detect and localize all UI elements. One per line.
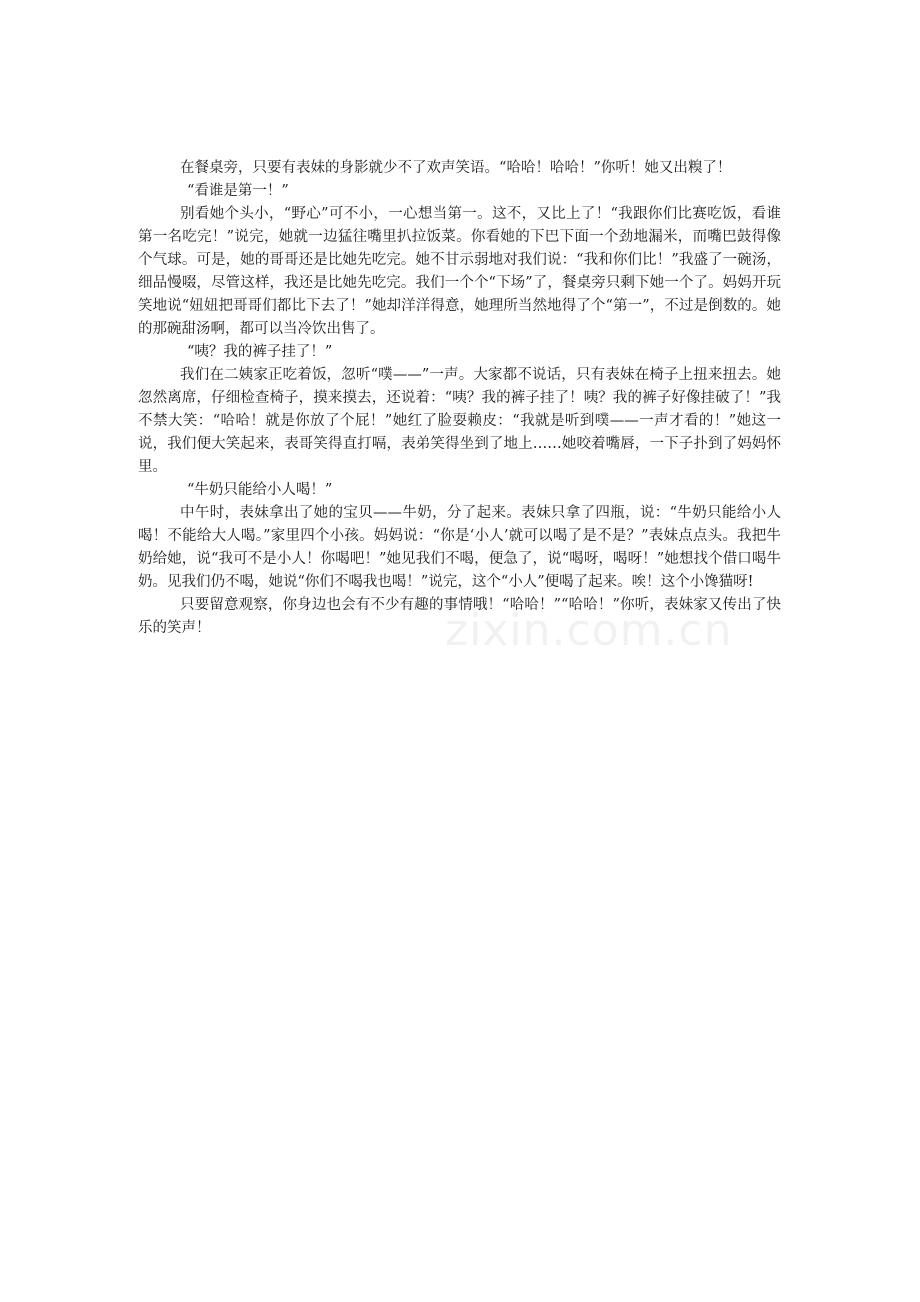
first-story-paragraph: 别看她个头小，“野心”可不小，一心想当第一。这不，又比上了！“我跟你们比赛吃饭，看谁第一名吃完！”说完，她就一边猛往嘴里扒拉饭菜。你看她的下巴下面一个劲地漏米，而嘴巴鼓得像个气球。可是，她的哥哥还是比她先吃完。她不甘示弱地对我们说：“我和你们比！”我盛了一碗汤，细品慢啜，尽管这样，我还是比她先吃完。我们一个个“下场”了，餐桌旁只剩下她一个了。妈妈开玩笑地说“妞妞把哥哥们都比下去了！”她却洋洋得意，她理所当然地得了个“第一”，不过是倒数的。她的那碗甜汤啊，都可以当冷饮出售了。 bbox=[138, 206, 781, 337]
section-heading-pants: “咦？我的裤子挂了！” bbox=[187, 344, 333, 360]
closing-paragraph: 只要留意观察，你身边也会有不少有趣的事情哦！“哈哈！”“哈哈！”你听，表妹家又传出了快乐的笑声！ bbox=[138, 597, 781, 636]
section-heading-first: “看谁是第一！” bbox=[187, 183, 289, 199]
watermark: zixin.com.cn bbox=[445, 605, 733, 656]
section-heading-milk: “牛奶只能给小人喝！” bbox=[187, 482, 333, 498]
document-body bbox=[138, 157, 781, 640]
pants-story-paragraph: 我们在二姨家正吃着饭，忽听“噗——”一声。大家都不说话，只有表妹在椅子上扭来扭去。她忽然离席，仔细检查椅子，摸来摸去，还说着：“咦？我的裤子挂了！咦？我的裤子好像挂破了！”我不禁大笑：“哈哈！就是你放了个屁！”她红了脸耍赖皮：“我就是听到噗——一声才看的！”她这一说，我们便大笑起来，表哥笑得直打嗝，表弟笑得坐到了地上……她咬着嘴唇，一下子扑到了妈妈怀里。 bbox=[138, 367, 781, 475]
milk-story-paragraph: 中午时，表妹拿出了她的宝贝——牛奶，分了起来。表妹只拿了四瓶，说：“牛奶只能给小人喝！不能给大人喝。”家里四个小孩。妈妈说：“你是‘小人’就可以喝了是不是？”表妹点点头。我把牛奶给她，说“我可不是小人！你喝吧！”她见我们不喝，便急了，说“喝呀，喝呀！”她想找个借口喝牛奶。见我们仍不喝，她说“你们不喝我也喝！”说完，这个“小人”便喝了起来。唉！这个小馋猫呀! bbox=[138, 505, 781, 590]
intro-paragraph: 在餐桌旁，只要有表妹的身影就少不了欢声笑语。“哈哈！哈哈！”你听！她又出糗了！ bbox=[180, 160, 732, 176]
